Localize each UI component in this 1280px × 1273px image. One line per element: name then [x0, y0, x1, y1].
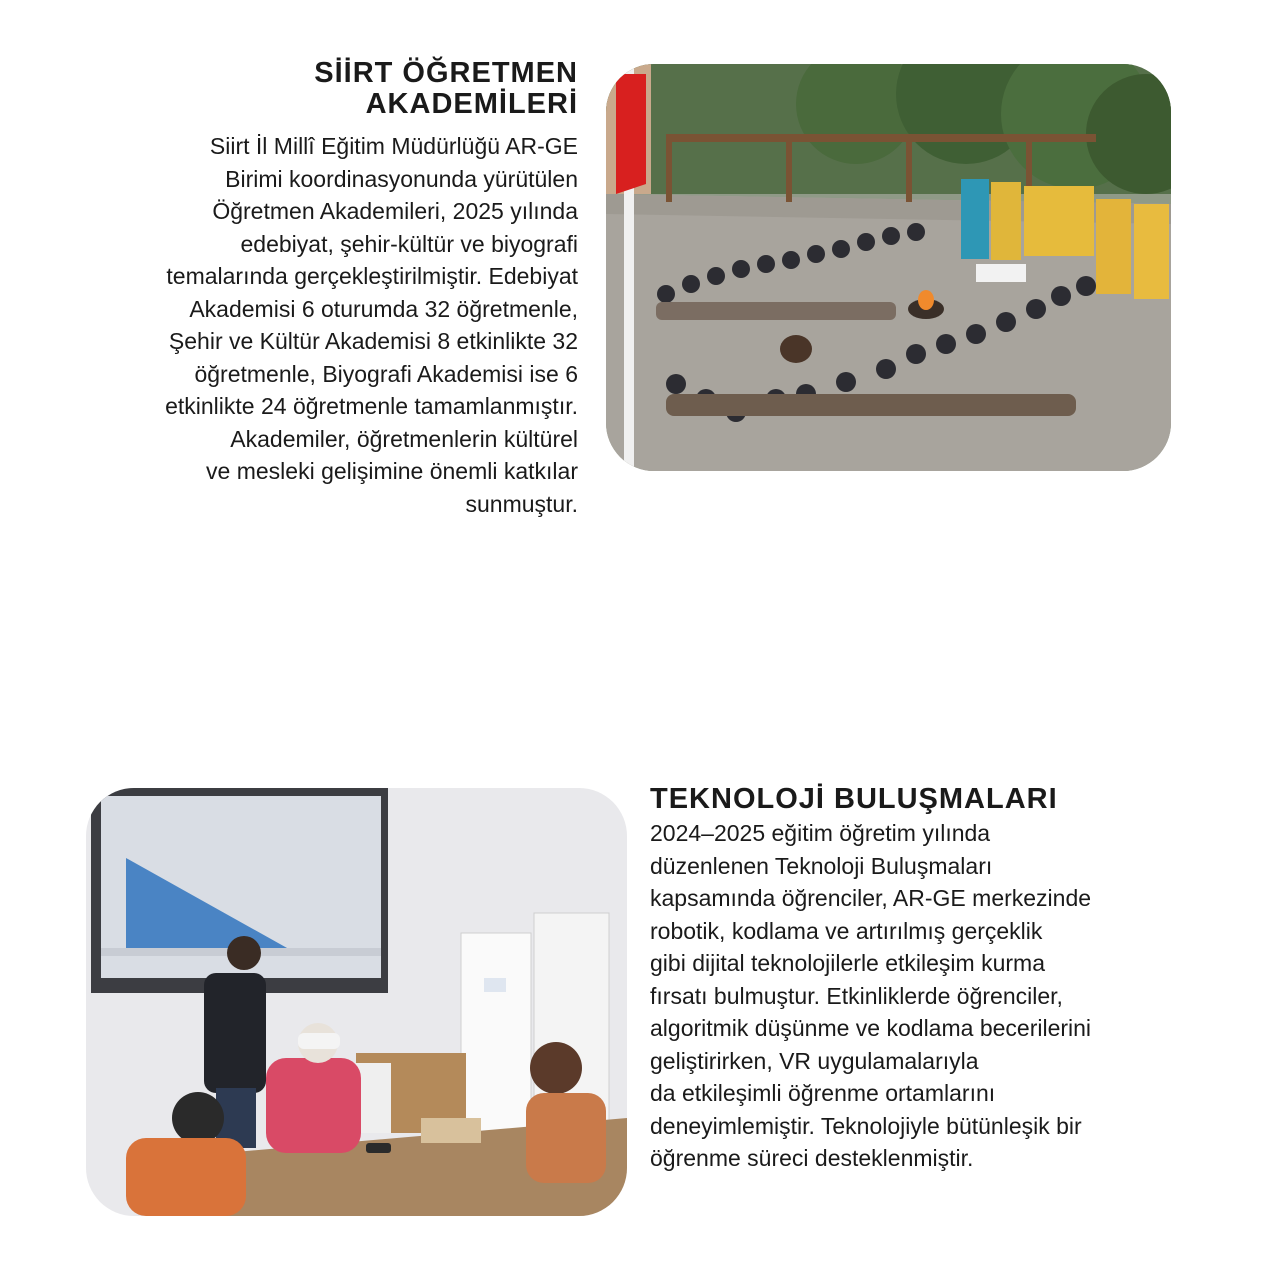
- section-1-text-line: Akademisi 6 oturumda 32 öğretmenle,: [189, 295, 578, 322]
- section-1-text-line: temalarında gerçekleştirilmiştir. Edebiyat: [166, 263, 578, 289]
- section-2-text-line: düzenlenen Teknoloji Buluşmaları: [650, 852, 993, 879]
- section-1-text-line: Akademiler, öğretmenlerin kültürel: [230, 425, 578, 452]
- section-2-title-line: TEKNOLOJİ BULUŞMALARI: [650, 783, 1058, 815]
- section-1-text-line: Öğretmen Akademileri, 2025 yılında: [212, 198, 578, 224]
- section-1-paragraph: [60, 130, 578, 520]
- section-1-text-line: etkinlikte 24 öğretmenle tamamlanmıştır.: [165, 393, 578, 419]
- section-2-text-line: geliştirirken, VR uygulamalarıyla: [650, 1047, 979, 1074]
- section-2-text-line: algoritmik düşünme ve kodlama becerilerini: [650, 1015, 1092, 1041]
- section-1-text-line: Birimi koordinasyonunda yürütülen: [225, 165, 578, 192]
- section-1-text-line: edebiyat, şehir-kültür ve biyografi: [240, 230, 578, 257]
- section-2-text-line: kapsamında öğrenciler, AR-GE merkezinde: [650, 885, 1092, 911]
- section-2-paragraph: [650, 817, 1210, 1175]
- section-1-text-line: Siirt İl Millî Eğitim Müdürlüğü AR-GE: [209, 133, 578, 159]
- section-2-title: [650, 784, 1170, 815]
- section-1-text-line: öğretmenle, Biyografi Akademisi ise 6: [194, 360, 578, 387]
- section-2-text-line: gibi dijital teknolojilerle etkileşim kurma: [650, 950, 1045, 976]
- section-1-text-line: Şehir ve Kültür Akademisi 8 etkinlikte 32: [168, 328, 578, 354]
- section-2-text-line: deneyimlemiştir. Teknolojiyle bütünleşik bir: [650, 1112, 1082, 1139]
- technology-meeting-photo: [86, 788, 627, 1216]
- section-2-text-line: öğrenme süreci desteklenmiştir.: [650, 1145, 974, 1171]
- teacher-academy-photo: [606, 64, 1171, 471]
- section-2-text-line: da etkileşimli öğrenme ortamlarını: [650, 1080, 996, 1106]
- section-2-text-line: 2024–2025 eğitim öğretim yılında: [650, 820, 991, 846]
- section-1-title-line: SİİRT ÖĞRETMEN: [314, 57, 578, 89]
- section-1-text-line: sunmuştur.: [465, 490, 578, 517]
- section-1-title-line: AKADEMİLERİ: [365, 88, 578, 120]
- section-2-text-line: fırsatı bulmuştur. Etkinliklerde öğrenciler,: [650, 982, 1063, 1009]
- section-1-title: [300, 58, 578, 120]
- section-1-text-line: ve mesleki gelişimine önemli katkılar: [206, 458, 578, 484]
- section-2-text-line: robotik, kodlama ve artırılmış gerçeklik: [650, 917, 1043, 944]
